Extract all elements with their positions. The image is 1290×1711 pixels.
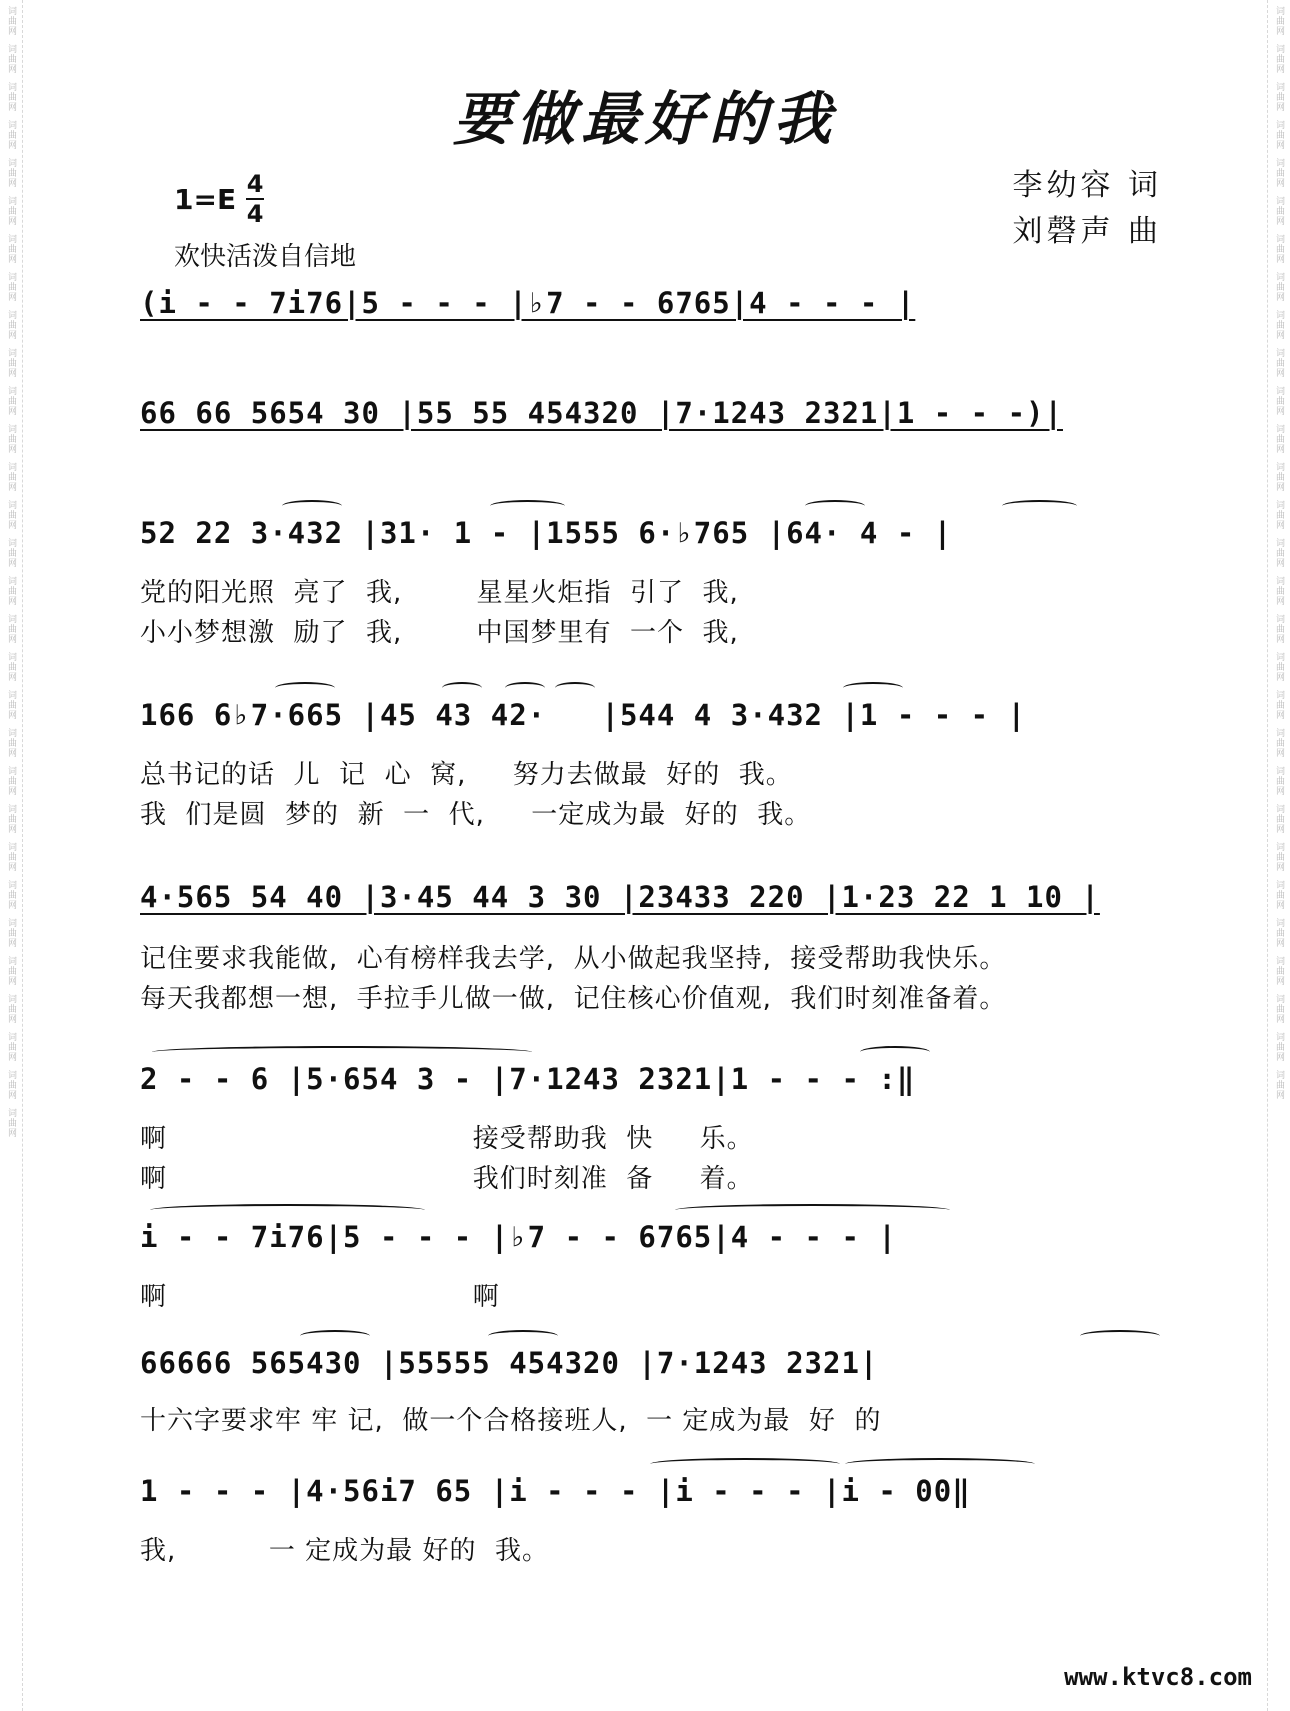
slur: [1080, 1330, 1160, 1342]
notation-line-4: 166 6♭7·665 |45 43 42· |544 4 3·432 |1 - - - |: [140, 698, 1027, 732]
time-signature: [246, 172, 264, 226]
left-margin-watermark: 词曲网 词曲网 词曲网 词曲网 词曲网 词曲网 词曲网 词曲网 词曲网 词曲网 词曲网 词曲网 词曲网 词曲网 词曲网 词曲网 词曲网 词曲网 词曲网 词曲网 词曲网 词曲网 词曲网 词曲网 词曲网 词曲网 词曲网 词曲网 词曲网 词曲网: [6, 6, 16, 1138]
slur: [488, 1330, 558, 1342]
right-dashed-line: [1267, 0, 1268, 1711]
slur: [843, 682, 903, 694]
song-title: 要做最好的我: [452, 85, 837, 153]
lyric-verse-2-line-6: 啊 我们时刻准 备 着。: [140, 1164, 754, 1194]
slur: [490, 500, 565, 512]
notation-line-6: 2 - - 6 |5·654 3 - |7·1243 2321|1 - - - :‖: [140, 1062, 916, 1096]
key-signature-block: [174, 172, 264, 226]
site-watermark: www.ktvc8.com: [1064, 1663, 1252, 1691]
slur: [442, 682, 482, 694]
slur: [150, 1204, 425, 1216]
left-dashed-line: [22, 0, 23, 1711]
notation-line-5: 4·565 54 40 |3·45 44 3 30 |23433 220 |1·23 22 1 10 |: [140, 880, 1100, 914]
time-signature-top: 4: [246, 170, 264, 198]
slur: [675, 1204, 950, 1216]
lyric-line-7: 啊 啊: [140, 1282, 500, 1312]
slur: [275, 682, 335, 694]
lyric-verse-1-line-5: 记住要求我能做, 心有榜样我去学, 从小做起我坚持, 接受帮助我快乐。: [140, 944, 1007, 974]
notation-line-2: 66 66 5654 30 |55 55 454320 |7·1243 2321|1 - - -)|: [140, 396, 1063, 430]
slur: [282, 500, 342, 512]
right-margin-watermark: 词曲网 词曲网 词曲网 词曲网 词曲网 词曲网 词曲网 词曲网 词曲网 词曲网 词曲网 词曲网 词曲网 词曲网 词曲网 词曲网 词曲网 词曲网 词曲网 词曲网 词曲网 词曲网 词曲网 词曲网 词曲网 词曲网 词曲网 词曲网 词曲网: [1274, 6, 1284, 1100]
slur: [845, 1458, 1035, 1470]
tempo-marking: 欢快活泼自信地: [174, 242, 357, 272]
slur: [650, 1458, 840, 1470]
lyricist-credit: 李幼容 词: [1012, 168, 1162, 203]
notation-line-9: 1 - - - |4·56i7 65 |i - - - |i - - - |i - 00‖: [140, 1474, 971, 1508]
lyric-verse-2-line-4: 我 们是圆 梦的 新 一 代, 一定成为最 好的 我。: [140, 800, 812, 830]
slur: [505, 682, 545, 694]
slur: [555, 682, 595, 694]
notation-line-3: 52 22 3·432 |31· 1 - |1555 6·♭765 |64· 4 - |: [140, 516, 953, 550]
lyric-verse-1-line-4: 总书记的话 儿 记 心 窝, 努力去做最 好的 我。: [140, 760, 793, 790]
slur: [152, 1046, 532, 1058]
lyric-verse-1-line-3: 党的阳光照 亮了 我, 星星火炬指 引了 我,: [140, 578, 739, 608]
lyric-line-9: 我, 一 定成为最 好的 我。: [140, 1536, 549, 1566]
notation-line-7: i - - 7i76|5 - - - |♭7 - - 6765|4 - - - |: [140, 1220, 897, 1254]
composer-credit: 刘磬声 曲: [1012, 214, 1162, 249]
key-signature: 1=E: [174, 182, 237, 216]
lyric-line-8: 十六字要求牢 牢 记, 做一个合格接班人, 一 定成为最 好 的: [140, 1406, 882, 1436]
lyric-verse-2-line-5: 每天我都想一想, 手拉手儿做一做, 记住核心价值观, 我们时刻准备着。: [140, 984, 1007, 1014]
time-signature-bottom: 4: [246, 200, 264, 228]
notation-line-8: 66666 565430 |55555 454320 |7·1243 2321|: [140, 1346, 879, 1380]
slur: [860, 1046, 930, 1058]
slur: [300, 1330, 370, 1342]
lyric-verse-2-line-3: 小小梦想激 励了 我, 中国梦里有 一个 我,: [140, 618, 739, 648]
slur: [1002, 500, 1077, 512]
notation-line-1: (i - - 7i76|5 - - - |♭7 - - 6765|4 - - - |: [140, 286, 916, 320]
lyric-verse-1-line-6: 啊 接受帮助我 快 乐。: [140, 1124, 754, 1154]
slur: [805, 500, 865, 512]
